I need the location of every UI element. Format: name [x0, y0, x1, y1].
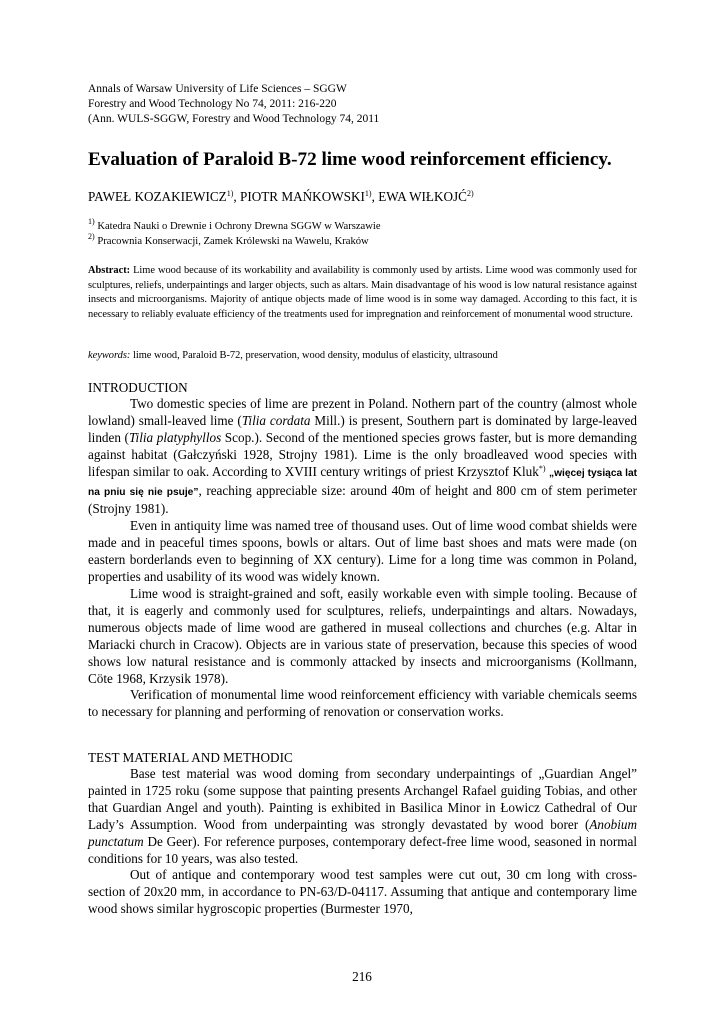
author-list [88, 188, 648, 206]
author-affiliation-marker: 2) [466, 189, 474, 198]
page-number: 216 [352, 969, 372, 984]
affiliation-marker: 2) [88, 232, 95, 241]
abstract-text: Lime wood because of its workability and availability is commonly used by artists. Lime wood was commonly used for sculptures, reliefs, underpaintings and larger objects, such as altars. Main disadvantage of his wood is low natural resistance against insects and microorganisms. Majority of antique objects made of lime wood is in some way damaged. According to this fact, it is necessary to reliably evaluate efficiency of the treatments used for impregnation and reinforcement of monumental wood structure. [88, 265, 637, 320]
paragraph: Out of antique and contemporary wood test samples were cut out, 30 cm long with cross-section of 20x20 mm, in accordance to PN-63/D-04117. Assuming that antique and contemporary lime wood shows similar hygroscopic properties (Burmester 1970, [88, 867, 637, 917]
paragraph: Verification of monumental lime wood reinforcement efficiency with variable chemicals seems to necessary for planning and performing of renovation or conservation works. [88, 687, 637, 720]
abstract [88, 264, 637, 322]
methods-body [88, 766, 637, 918]
author-separator: , [371, 189, 379, 204]
author-affiliation-marker: 1) [226, 189, 234, 198]
paragraph: Lime wood is straight-grained and soft, easily workable even with simple tooling. Because of that, it is eagerly and commonly used for sculptures, reliefs, underpaintings and altars. Nowadays, numerous objects made of lime wood are gathered in museal collections and churches (e.g. Altar in Mariacki church in Cracow). Objects are in various state of preservation, because this species of wood shows low natural resistance and is commonly attacked by insects and microorganisms (Kollmann, Cöte 1968, Krzysik 1978). [88, 585, 637, 686]
journal-line: Forestry and Wood Technology No 74, 2011: 216-220 [88, 98, 337, 110]
affiliation-text: Katedra Nauki o Drewnie i Ochrony Drewna SGGW w Warszawie [97, 221, 381, 232]
species-name: Tilia platyphyllos [128, 429, 222, 445]
author-separator: , [233, 189, 240, 204]
paragraph [88, 396, 637, 518]
author-name: PIOTR MAŃKOWSKI [240, 189, 365, 204]
abstract-label: Abstract: [88, 265, 131, 276]
journal-line: Annals of Warsaw University of Life Sciences – SGGW [88, 83, 347, 95]
affiliation-text: Pracownia Konserwacji, Zamek Królewski na Wawelu, Kraków [97, 236, 369, 247]
paragraph [88, 766, 637, 867]
text-run: Two domestic species of lime are prezent in Poland. Nothern part of the country (almost whole lowland) small-leaved lime ( [88, 396, 637, 428]
journal-header [88, 82, 648, 127]
affiliation-marker: 1) [88, 217, 95, 226]
introduction-body [88, 396, 637, 721]
paper-title: Evaluation of Paraloid B-72 lime wood reinforcement efficiency. [88, 149, 612, 170]
keywords-text: lime wood, Paraloid B-72, preservation, wood density, modulus of elasticity, ultrasound [132, 350, 498, 361]
paragraph: Even in antiquity lime was named tree of thousand uses. Out of lime wood combat shields were made and in peaceful times spoons, bowls or altars. Out of lime bast shoes and mats were made (on eastern borderlands even to beginning of XX century). Lime for a long time was common in Poland, properties and usability of its wood was widely known. [88, 518, 637, 585]
species-name: Anobium punctatum [88, 816, 637, 849]
text-run: Base test material was wood doming from secondary underpaintings of „Guardian Angel” painted in 1725 roku (some suppose that painting presents Archangel Rafael guiding Tobias, and other that Guardian Angel and youth). Painting is exhibited in Basilica Minor in Łowicz Cathedral of Our Lady’s Assumption. Wood from underpainting was strongly devastated by wood borer ( [88, 766, 637, 832]
section-heading-introduction: INTRODUCTION [88, 380, 188, 395]
keywords-label: keywords: [88, 350, 131, 361]
text-run: , reaching appreciable size: around 40m of height and 800 cm of stem perimeter (Strojny 1981). [88, 482, 637, 517]
journal-line: (Ann. WULS-SGGW, Forestry and Wood Technology 74, 2011 [88, 113, 380, 125]
author-affiliation-marker: 1) [364, 189, 372, 198]
quotation: „więcej tysiąca lat na pniu się nie psuje” [88, 467, 637, 498]
text-run: De Geer). For reference purposes, contemporary defect-free lime wood, seasoned in normal conditions for 10 years, was also tested. [88, 833, 637, 866]
species-name: Tilia cordata [241, 412, 311, 428]
text-run: Mill.) is present, Southern part is dominated by large-leaved linden ( [88, 412, 637, 445]
footnote-marker: *) [538, 463, 546, 473]
text-run: Scop.). Second of the mentioned species grows faster, but is more demanding against habitat (Gałczyński 1928, Strojny 1981). Lime is the only broadleaved wood species with lifespan similar to oak. According to XVIII century writings of priest Krzysztof Kluk [88, 429, 637, 479]
section-heading-methods: TEST MATERIAL AND METHODIC [88, 750, 293, 765]
author-name: EWA WIŁKOJĆ [378, 189, 467, 204]
affiliation-line [88, 234, 648, 249]
keywords [88, 349, 637, 363]
author-name: PAWEŁ KOZAKIEWICZ [88, 189, 227, 204]
affiliation-line [88, 219, 648, 234]
affiliations [88, 219, 648, 249]
